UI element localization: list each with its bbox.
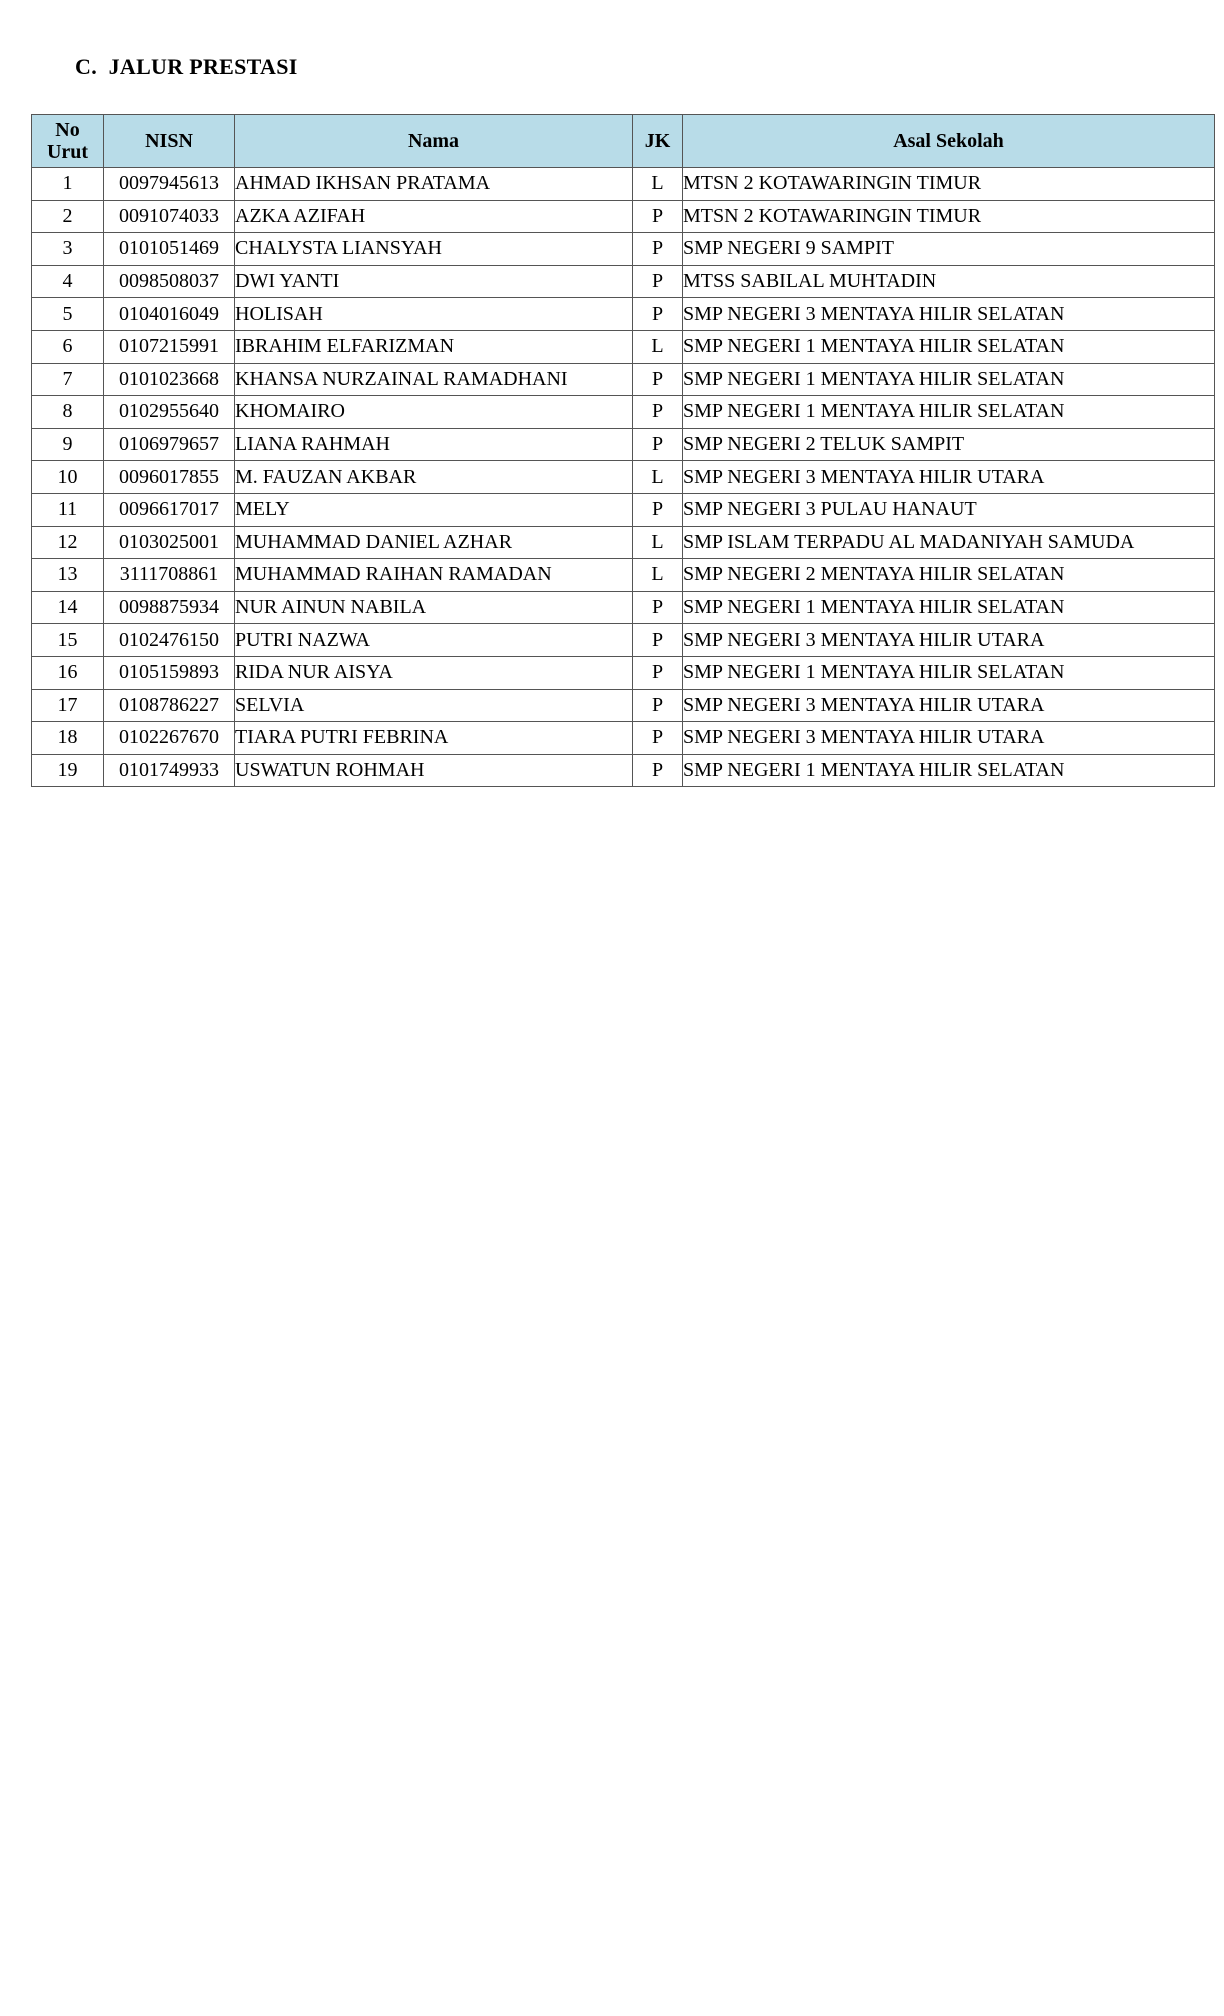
cell-no-urut: 7 [32, 363, 104, 396]
cell-nisn: 0101051469 [104, 233, 235, 266]
cell-no-urut: 8 [32, 396, 104, 429]
cell-nisn: 0102955640 [104, 396, 235, 429]
cell-jk: P [633, 624, 683, 657]
cell-nisn: 0106979657 [104, 428, 235, 461]
table-row [32, 168, 1215, 201]
table-row [32, 330, 1215, 363]
cell-nama: DWI YANTI [235, 265, 633, 298]
cell-no-urut: 3 [32, 233, 104, 266]
table-row [32, 591, 1215, 624]
table-row [32, 396, 1215, 429]
cell-nama: RIDA NUR AISYA [235, 656, 633, 689]
cell-jk: P [633, 265, 683, 298]
cell-nisn: 0101749933 [104, 754, 235, 787]
header-nama: Nama [235, 115, 633, 168]
table-header [32, 115, 1215, 168]
cell-jk: L [633, 461, 683, 494]
cell-jk: P [633, 591, 683, 624]
results-table [31, 114, 1215, 787]
cell-jk: L [633, 526, 683, 559]
cell-asal-sekolah: MTSS SABILAL MUHTADIN [683, 265, 1215, 298]
cell-nisn: 0098508037 [104, 265, 235, 298]
cell-jk: P [633, 656, 683, 689]
cell-nama: KHANSA NURZAINAL RAMADHANI [235, 363, 633, 396]
cell-jk: P [633, 363, 683, 396]
cell-nisn: 0104016049 [104, 298, 235, 331]
cell-jk: P [633, 200, 683, 233]
cell-jk: P [633, 722, 683, 755]
table-body [32, 168, 1215, 787]
cell-jk: P [633, 298, 683, 331]
table-row [32, 559, 1215, 592]
cell-asal-sekolah: SMP NEGERI 3 PULAU HANAUT [683, 493, 1215, 526]
cell-jk: P [633, 754, 683, 787]
cell-nama: USWATUN ROHMAH [235, 754, 633, 787]
cell-asal-sekolah: MTSN 2 KOTAWARINGIN TIMUR [683, 168, 1215, 201]
cell-nama: CHALYSTA LIANSYAH [235, 233, 633, 266]
cell-asal-sekolah: SMP ISLAM TERPADU AL MADANIYAH SAMUDA [683, 526, 1215, 559]
cell-no-urut: 11 [32, 493, 104, 526]
table-row [32, 754, 1215, 787]
cell-nama: KHOMAIRO [235, 396, 633, 429]
table-row [32, 493, 1215, 526]
cell-nama: MUHAMMAD DANIEL AZHAR [235, 526, 633, 559]
table-row [32, 363, 1215, 396]
cell-jk: P [633, 493, 683, 526]
cell-asal-sekolah: SMP NEGERI 2 MENTAYA HILIR SELATAN [683, 559, 1215, 592]
cell-nisn: 0108786227 [104, 689, 235, 722]
cell-asal-sekolah: SMP NEGERI 1 MENTAYA HILIR SELATAN [683, 754, 1215, 787]
cell-jk: P [633, 396, 683, 429]
cell-no-urut: 6 [32, 330, 104, 363]
header-no-urut [32, 115, 104, 168]
cell-nisn: 0097945613 [104, 168, 235, 201]
cell-nisn: 0096017855 [104, 461, 235, 494]
cell-no-urut: 2 [32, 200, 104, 233]
table-row [32, 265, 1215, 298]
cell-jk: P [633, 233, 683, 266]
table-row [32, 526, 1215, 559]
header-no-line1: No [55, 119, 80, 141]
cell-jk: L [633, 559, 683, 592]
cell-asal-sekolah: MTSN 2 KOTAWARINGIN TIMUR [683, 200, 1215, 233]
section-title: C. JALUR PRESTASI [75, 54, 298, 79]
cell-asal-sekolah: SMP NEGERI 3 MENTAYA HILIR UTARA [683, 624, 1215, 657]
table-row [32, 298, 1215, 331]
cell-nama: SELVIA [235, 689, 633, 722]
table-row [32, 461, 1215, 494]
cell-asal-sekolah: SMP NEGERI 2 TELUK SAMPIT [683, 428, 1215, 461]
cell-nama: M. FAUZAN AKBAR [235, 461, 633, 494]
cell-nisn: 0107215991 [104, 330, 235, 363]
header-nisn: NISN [104, 115, 235, 168]
cell-asal-sekolah: SMP NEGERI 1 MENTAYA HILIR SELATAN [683, 330, 1215, 363]
cell-nisn: 0103025001 [104, 526, 235, 559]
cell-nisn: 0101023668 [104, 363, 235, 396]
cell-nisn: 0105159893 [104, 656, 235, 689]
cell-no-urut: 12 [32, 526, 104, 559]
header-asal-sekolah: Asal Sekolah [683, 115, 1215, 168]
cell-asal-sekolah: SMP NEGERI 3 MENTAYA HILIR UTARA [683, 722, 1215, 755]
cell-nama: TIARA PUTRI FEBRINA [235, 722, 633, 755]
cell-nama: AZKA AZIFAH [235, 200, 633, 233]
cell-nama: HOLISAH [235, 298, 633, 331]
cell-no-urut: 1 [32, 168, 104, 201]
cell-asal-sekolah: SMP NEGERI 1 MENTAYA HILIR SELATAN [683, 591, 1215, 624]
cell-nama: LIANA RAHMAH [235, 428, 633, 461]
cell-jk: L [633, 168, 683, 201]
cell-no-urut: 10 [32, 461, 104, 494]
cell-nama: PUTRI NAZWA [235, 624, 633, 657]
cell-asal-sekolah: SMP NEGERI 3 MENTAYA HILIR SELATAN [683, 298, 1215, 331]
table-row [32, 233, 1215, 266]
cell-nisn: 0098875934 [104, 591, 235, 624]
cell-no-urut: 5 [32, 298, 104, 331]
cell-nisn: 0102267670 [104, 722, 235, 755]
cell-nisn: 3111708861 [104, 559, 235, 592]
cell-asal-sekolah: SMP NEGERI 1 MENTAYA HILIR SELATAN [683, 396, 1215, 429]
cell-nama: IBRAHIM ELFARIZMAN [235, 330, 633, 363]
cell-jk: P [633, 428, 683, 461]
cell-nama: MELY [235, 493, 633, 526]
cell-no-urut: 18 [32, 722, 104, 755]
cell-nama: MUHAMMAD RAIHAN RAMADAN [235, 559, 633, 592]
cell-nisn: 0091074033 [104, 200, 235, 233]
cell-nama: AHMAD IKHSAN PRATAMA [235, 168, 633, 201]
cell-no-urut: 17 [32, 689, 104, 722]
table-row [32, 624, 1215, 657]
table-row [32, 656, 1215, 689]
table-row [32, 689, 1215, 722]
header-no-line2: Urut [46, 141, 89, 163]
cell-asal-sekolah: SMP NEGERI 9 SAMPIT [683, 233, 1215, 266]
cell-jk: P [633, 689, 683, 722]
cell-no-urut: 19 [32, 754, 104, 787]
cell-asal-sekolah: SMP NEGERI 3 MENTAYA HILIR UTARA [683, 461, 1215, 494]
cell-nisn: 0096617017 [104, 493, 235, 526]
cell-no-urut: 9 [32, 428, 104, 461]
cell-no-urut: 16 [32, 656, 104, 689]
cell-no-urut: 4 [32, 265, 104, 298]
header-row [32, 115, 1215, 168]
header-jk: JK [633, 115, 683, 168]
cell-jk: L [633, 330, 683, 363]
cell-asal-sekolah: SMP NEGERI 1 MENTAYA HILIR SELATAN [683, 656, 1215, 689]
cell-asal-sekolah: SMP NEGERI 3 MENTAYA HILIR UTARA [683, 689, 1215, 722]
table-row [32, 722, 1215, 755]
cell-no-urut: 13 [32, 559, 104, 592]
cell-nama: NUR AINUN NABILA [235, 591, 633, 624]
cell-no-urut: 14 [32, 591, 104, 624]
table-row [32, 428, 1215, 461]
cell-asal-sekolah: SMP NEGERI 1 MENTAYA HILIR SELATAN [683, 363, 1215, 396]
cell-nisn: 0102476150 [104, 624, 235, 657]
table-row [32, 200, 1215, 233]
cell-no-urut: 15 [32, 624, 104, 657]
